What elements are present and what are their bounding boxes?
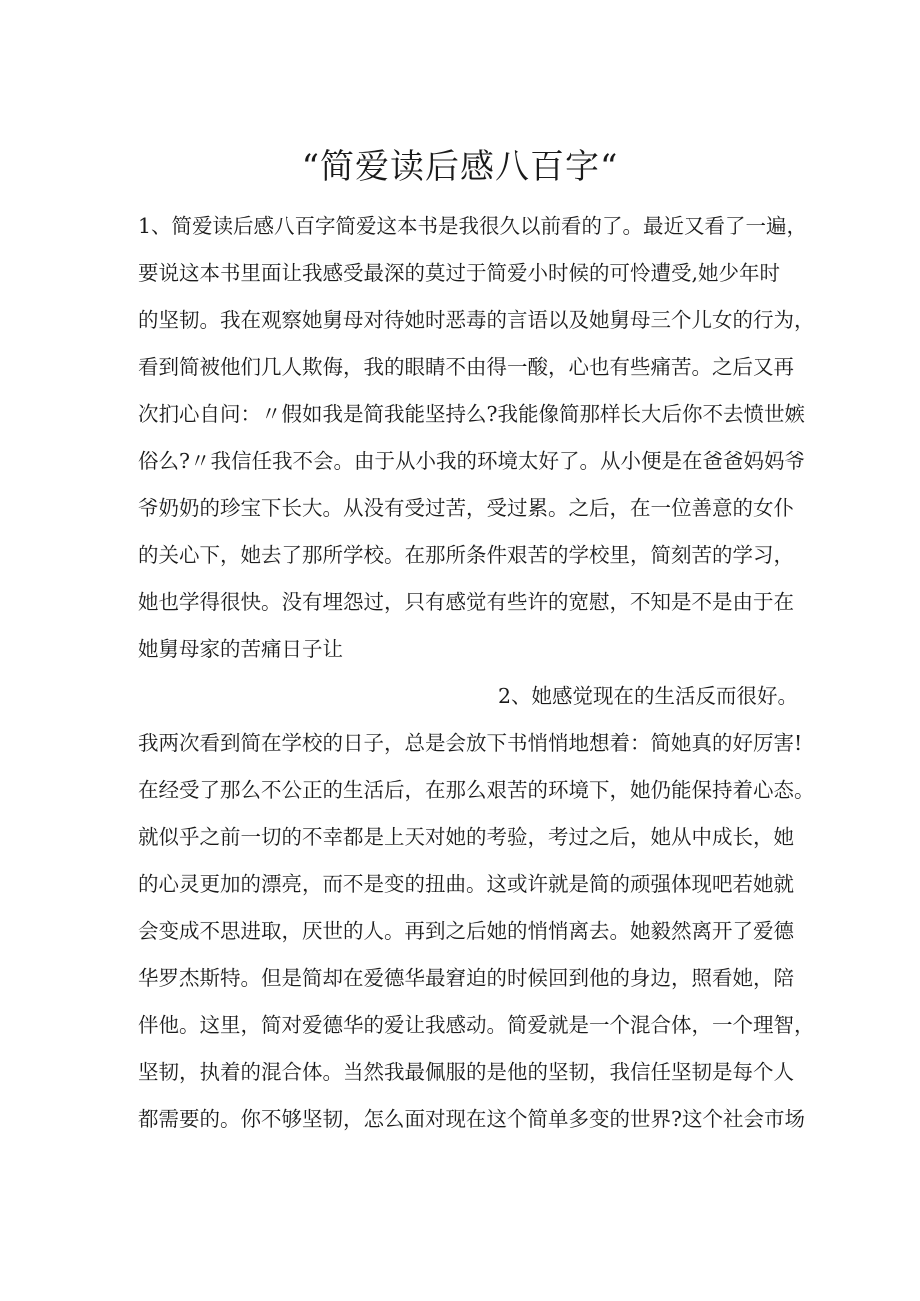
paragraph-line: 她也学得很快。没有埋怨过，只有感觉有些许的宽慰，不知是不是由于在	[138, 590, 794, 614]
paragraph-line-right-aligned: 2、她感觉现在的生活反而很好。	[497, 684, 798, 708]
paragraph-line: 在经受了那么不公正的生活后，在那么艰苦的环境下，她仍能保持着心态。	[138, 778, 815, 802]
paragraph-line: 她舅母家的苦痛日子让	[138, 637, 343, 661]
paragraph-line: 华罗杰斯特。但是简却在爱德华最窘迫的时候回到他的身边，照看她，陪	[138, 966, 794, 990]
paragraph-line: 坚韧，执着的混合体。当然我最佩服的是他的坚韧，我信任坚韧是每个人	[138, 1060, 794, 1084]
paragraph-line: 次扪心自问：〃假如我是简我能坚持么?我能像简那样长大后你不去愤世嫉	[138, 402, 805, 426]
paragraph-line: 都需要的。你不够坚韧，怎么面对现在这个简单多变的世界?这个社会市场	[138, 1107, 805, 1131]
paragraph-line: 我两次看到简在学校的日子，总是会放下书悄悄地想着：简她真的好厉害!	[138, 731, 803, 755]
paragraph-line: 的坚韧。我在观察她舅母对待她时恶毒的言语以及她舅母三个儿女的行为，	[138, 308, 815, 332]
paragraph-line: 的关心下，她去了那所学校。在那所条件艰苦的学校里，简刻苦的学习，	[138, 543, 794, 567]
paragraph-line: 伴他。这里，简对爱德华的爱让我感动。简爱就是一个混合体，一个理智，	[138, 1013, 815, 1037]
paragraph-line: 看到简被他们几人欺侮，我的眼睛不由得一酸，心也有些痛苦。之后又再	[138, 355, 794, 379]
paragraph-line: 的心灵更加的漂亮，而不是变的扭曲。这或许就是简的顽强体现吧若她就	[138, 872, 794, 896]
paragraph-line: 俗么?〃我信任我不会。由于从小我的环境太好了。从小便是在爸爸妈妈爷	[138, 449, 805, 473]
paragraph-line: 1、简爱读后感八百字简爱这本书是我很久以前看的了。最近又看了一遍，	[138, 214, 808, 238]
paragraph-line: 就似乎之前一切的不幸都是上天对她的考验，考过之后，她从中成长，她	[138, 825, 794, 849]
paragraph-line: 会变成不思进取，厌世的人。再到之后她的悄悄离去。她毅然离开了爱德	[138, 919, 794, 943]
paragraph-line: 爷奶奶的珍宝下长大。从没有受过苦，受过累。之后，在一位善意的女仆	[138, 496, 794, 520]
document-title: “简爱读后感八百字“	[301, 146, 619, 187]
document-body	[138, 203, 815, 1143]
paragraph-line: 要说这本书里面让我感受最深的莫过于简爱小时候的可怜遭受,她少年时	[138, 261, 781, 285]
